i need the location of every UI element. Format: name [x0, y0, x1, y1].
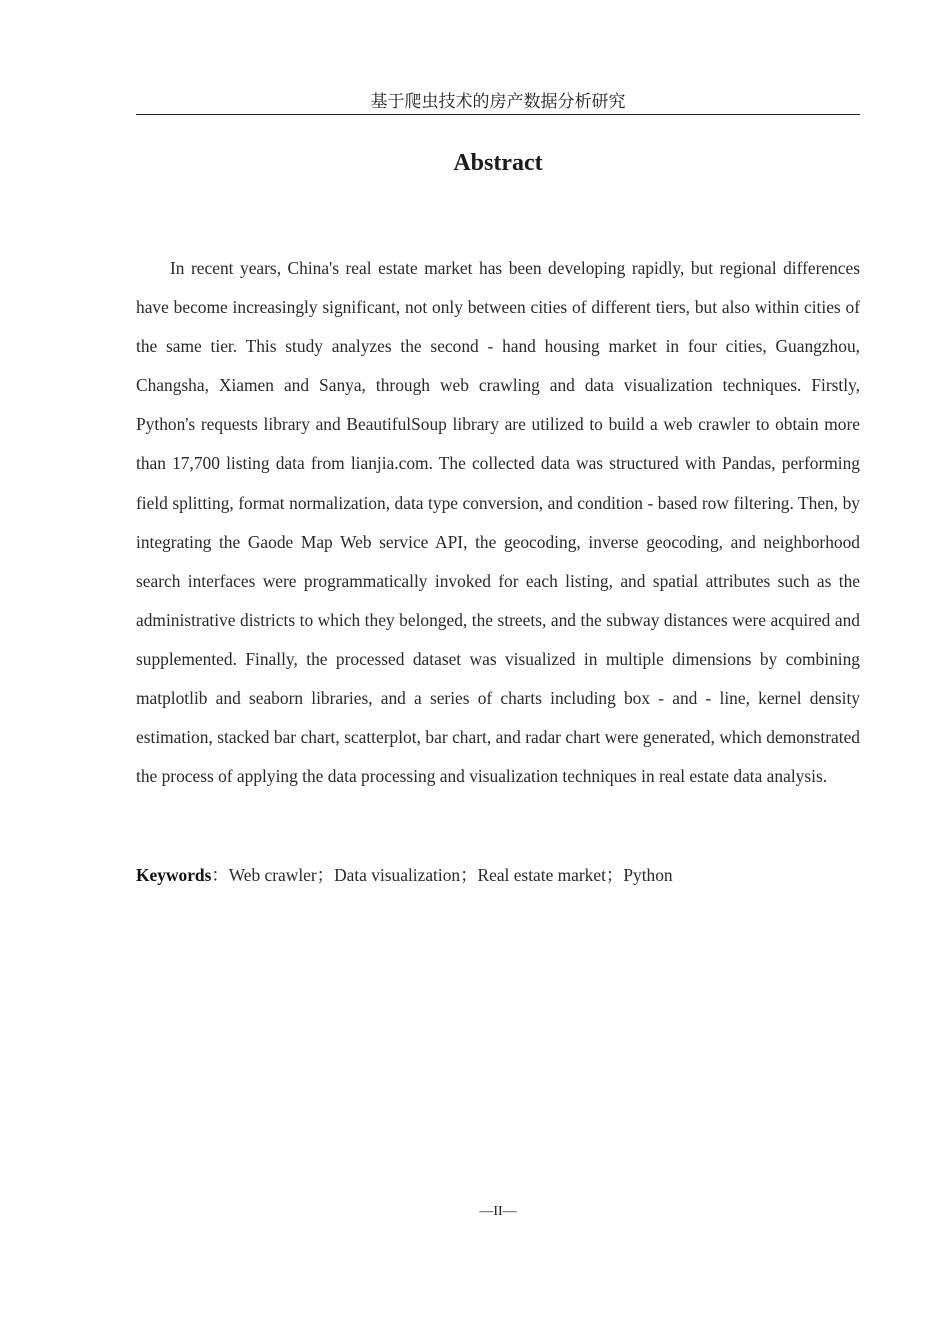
page-number: —II—: [479, 1204, 517, 1219]
keywords-label: Keywords: [136, 865, 212, 885]
abstract-paragraph: In recent years, China's real estate market has been developing rapidly, but regional differences have become increasingly significant, not only between cities of different tiers, but also within cities of the same tier. This study analyzes the second - hand housing market in four cities, Guangzhou, Changsha, Xiamen and Sanya, through web crawling and data visualization techniques. Firstly, Python's requests library and BeautifulSoup library are utilized to build a web crawler to obtain more than 17,700 listing data from lianjia.com. The collected data was structured with Pandas, performing field splitting, format normalization, data type conversion, and condition - based row filtering. Then, by integrating the Gaode Map Web service API, the geocoding, inverse geocoding, and neighborhood search interfaces were programmatically invoked for each listing, and spatial attributes such as the administrative districts to which they belonged, the streets, and the subway distances were acquired and supplemented. Finally, the processed dataset was visualized in multiple dimensions by combining matplotlib and seaborn libraries, and a series of charts including box - and - line, kernel density estimation, stacked bar chart, scatterplot, bar chart, and radar chart were generated, which demonstrated the process of applying the data processing and visualization techniques in real estate data analysis.: [136, 258, 860, 787]
keywords-line: [136, 862, 860, 888]
header-rule: [136, 114, 860, 115]
running-header: 基于爬虫技术的房产数据分析研究: [370, 92, 626, 111]
abstract-title: Abstract: [453, 150, 543, 176]
keywords-separator: ：: [211, 865, 229, 885]
keywords-text: Web crawler；Data visualization；Real estate market；Python: [228, 865, 673, 885]
